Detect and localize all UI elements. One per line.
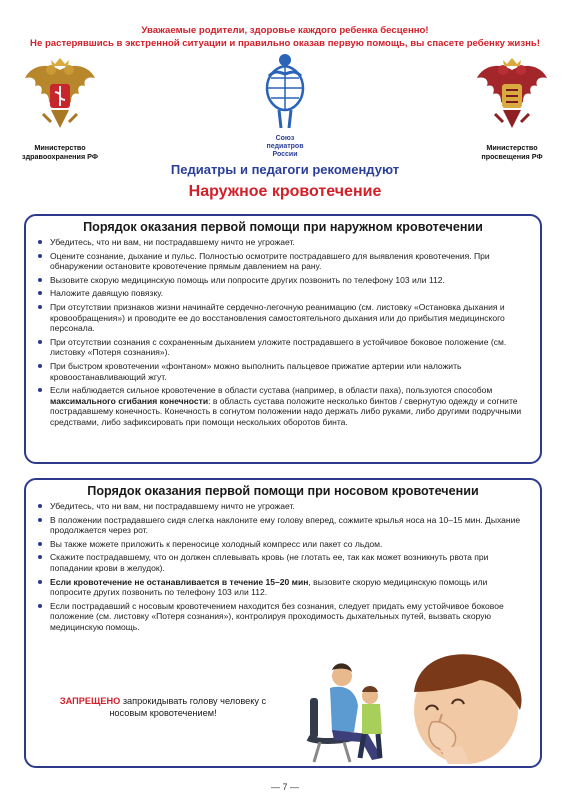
page-subtitle: Педиатры и педагоги рекомендуют <box>170 162 400 177</box>
section-heading: Порядок оказания первой помощи при носовом кровотечении <box>87 484 479 498</box>
ministry-education-emblem <box>462 56 562 161</box>
external-bleeding-card <box>24 214 542 464</box>
warning-text: запрокидывать голову человеку с носовым кровотечением! <box>109 696 267 718</box>
ministry-health-emblem <box>10 56 110 161</box>
right-emblem-caption: Министерство просвещения РФ <box>481 143 543 161</box>
list-item: При отсутствии сознания с сохраненным дыханием уложите пострадавшего в устойчивое боковое положение (см. листовку «Потеря сознания»). <box>38 337 530 358</box>
list-item: Вы также можете приложить к переносице холодный компресс или пакет со льдом. <box>38 539 530 550</box>
intro-line-2: Не растерявшись в экстренной ситуации и правильно оказав первую помощь, вы спасете ребенку жизнь! <box>30 38 540 49</box>
left-emblem-caption: Министерство здравоохранения РФ <box>22 143 98 161</box>
globe-figure-icon <box>263 52 307 130</box>
intro-text <box>0 24 570 50</box>
list-item: Если пострадавший с носовым кровотечением находится без сознания, следует придать ему устойчивое боковое положение (см. листовку «Потеря сознания»), контролируя проходимость дыхательных путей, вызвать скорую медицинскую помощь. <box>38 601 530 633</box>
list-item: Вызовите скорую медицинскую помощь или попросите других позвонить по телефону 103 или 112. <box>38 275 530 286</box>
warning-label: ЗАПРЕЩЕНО <box>59 696 121 706</box>
nose-pinch-illustration <box>388 652 538 766</box>
list-item: Скажите пострадавшему, что он должен сплевывать кровь (не глотать ее, так как может возникнуть рвота при попадании крови в желудок). <box>38 552 530 573</box>
list-item: Наложите давящую повязку. <box>38 288 530 299</box>
center-logo-caption: Союз педиатров России <box>266 135 304 158</box>
steps-list <box>26 237 540 428</box>
list-item: Убедитесь, что ни вам, ни пострадавшему ничто не угрожает. <box>38 501 530 512</box>
first-aid-chair-illustration <box>292 654 402 766</box>
list-item: При быстром кровотечении «фонтаном» можно выполнить пальцевое прижатие артерии или наложить кровоостанавливающий жгут. <box>38 361 530 382</box>
double-headed-eagle-icon <box>473 56 551 136</box>
double-headed-eagle-icon <box>21 56 99 136</box>
list-item: Оцените сознание, дыхание и пульс. Полностью осмотрите пострадавшего для выявления кровотечения. При обнаружении остановите кровотечение прямым давлением на рану. <box>38 251 530 272</box>
page-number: — 7 — <box>270 782 299 792</box>
warning-note <box>58 695 268 719</box>
steps-list <box>26 501 540 633</box>
list-item: При отсутствии признаков жизни начинайте сердечно-легочную реанимацию (см. листовку «Остановка дыхания и кровообращения») и проводите ее до восстановления самостоятельного дыхания или до прибытия медицинского персонала. <box>38 302 530 334</box>
intro-line-1: Уважаемые родители, здоровье каждого ребенка бесценно! <box>141 25 429 36</box>
pediatricians-union-logo <box>250 52 320 159</box>
list-item: Если наблюдается сильное кровотечение в области сустава (например, в области паха), пользуются способом максимального сгибания конечности: в область сустава положите несколько бинтов / свернутую одежду и согните пострадавшему конечность. Конечность в согнутом положении надо держать либо руками, либо другими подручными средствами, либо зафиксировать при помощи нескольких оборотов бинта. <box>38 385 530 427</box>
list-item: Если кровотечение не останавливается в течение 15–20 мин, вызовите скорую медицинскую помощь или попросите других позвонить по телефону 103 или 112. <box>38 577 530 598</box>
section-heading: Порядок оказания первой помощи при наружном кровотечении <box>83 220 483 234</box>
page-title: Наружное кровотечение <box>188 183 382 200</box>
list-item: Убедитесь, что ни вам, ни пострадавшему ничто не угрожает. <box>38 237 530 248</box>
list-item: В положении пострадавшего сидя слегка наклоните ему голову вперед, сожмите крылья носа на 10–15 мин. Дыхание продолжается через рот. <box>38 515 530 536</box>
